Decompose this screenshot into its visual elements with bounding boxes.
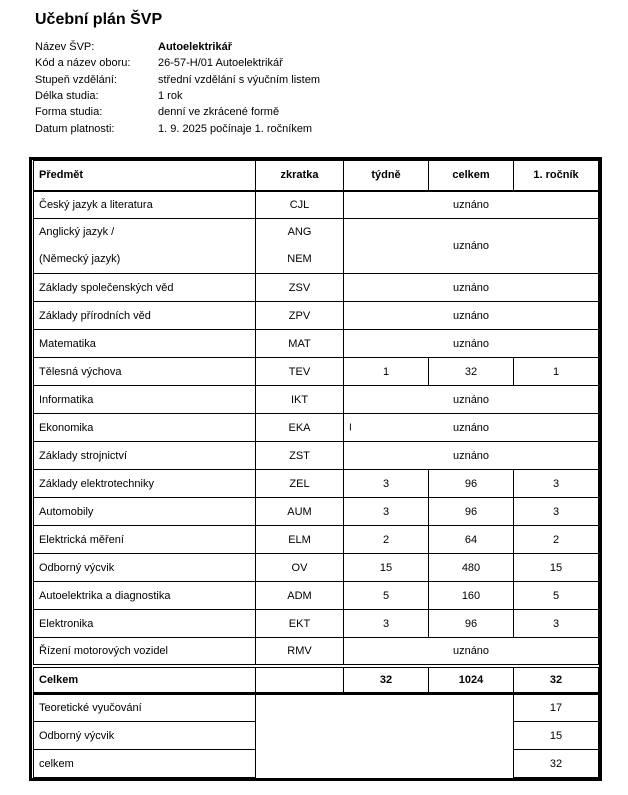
recognized-cell (344, 191, 599, 219)
table-row (34, 219, 599, 274)
abbr-cell: ZEL (256, 470, 344, 498)
curriculum-table-wrap (29, 157, 602, 781)
total-weekly-cell: 32 (344, 666, 429, 694)
subject-cell: Elektrická měření (34, 526, 256, 554)
total-cell: 32 (429, 358, 514, 386)
table-header (34, 161, 599, 191)
summary-label-cell: celkem (34, 750, 256, 778)
meta-row (35, 39, 320, 55)
meta-label: Kód a název oboru: (35, 57, 131, 70)
weekly-cell: 15 (344, 554, 429, 582)
subject-cell: Základy společenských věd (34, 274, 256, 302)
table-row (34, 358, 599, 386)
meta-row (35, 120, 320, 136)
meta-label: Délka studia: (35, 90, 99, 103)
summary-row (34, 694, 599, 722)
total-cell: 96 (429, 470, 514, 498)
table-row (34, 610, 599, 638)
summary-value-cell: 32 (514, 750, 599, 778)
meta-value: 1. 9. 2025 počínaje 1. ročníkem (158, 122, 313, 135)
recognized-label: uznáno (452, 281, 490, 294)
recognized-cell (344, 274, 599, 302)
weekly-cell: 1 (344, 358, 429, 386)
summary-value-cell: 17 (514, 694, 599, 722)
total-cell: 64 (429, 526, 514, 554)
total-year1-cell: 32 (514, 666, 599, 694)
meta-value: 26-57-H/01 Autoelektrikář (158, 57, 283, 70)
abbr-cell: EKA (256, 414, 344, 442)
year1-cell: 1 (514, 358, 599, 386)
year1-cell: 3 (514, 498, 599, 526)
table-row (34, 414, 599, 442)
summary-label-cell: Odborný výcvik (34, 722, 256, 750)
table-row (34, 526, 599, 554)
abbr-cell: ZST (256, 442, 344, 470)
year1-cell: 3 (514, 470, 599, 498)
subject-cell: Elektronika (34, 610, 256, 638)
recognized-cell (344, 638, 599, 666)
abbr-cell: ZSV (256, 274, 344, 302)
header-row (34, 161, 599, 191)
subject-cell: Odborný výcvik (34, 554, 256, 582)
subject-cell: Základy přírodních věd (34, 302, 256, 330)
total-label-cell: Celkem (34, 666, 256, 694)
subject-cell: Základy strojnictví (34, 442, 256, 470)
summary-label-cell: Teoretické vyučování (34, 694, 256, 722)
total-cell: 160 (429, 582, 514, 610)
subject-cell: Řízení motorových vozidel (34, 638, 256, 666)
subject-line: (Německý jazyk) (39, 253, 121, 265)
table-row (34, 582, 599, 610)
recognized-cell (344, 219, 599, 274)
total-abbr-empty-cell (256, 666, 344, 694)
table-row (34, 274, 599, 302)
subject-cell: Matematika (34, 330, 256, 358)
meta-label: Název ŠVP: (35, 41, 95, 54)
recognized-label: uznáno (452, 337, 490, 350)
subject-cell: Základy elektrotechniky (34, 470, 256, 498)
recognized-cell (344, 330, 599, 358)
subject-cell: Ekonomika (34, 414, 256, 442)
abbr-cell: EKT (256, 610, 344, 638)
weekly-cell: 2 (344, 526, 429, 554)
recognized-label: uznáno (452, 421, 490, 434)
table-row (34, 330, 599, 358)
subject-cell: Automobily (34, 498, 256, 526)
recognized-label: uznáno (452, 240, 490, 252)
abbr-cell: AUM (256, 498, 344, 526)
recognized-cell (344, 386, 599, 414)
total-cell: 480 (429, 554, 514, 582)
table-row (34, 442, 599, 470)
subject-cell (34, 219, 256, 274)
weekly-cell: 3 (344, 610, 429, 638)
recognized-label: uznáno (452, 449, 490, 462)
abbr-cell: MAT (256, 330, 344, 358)
weekly-cell: 3 (344, 498, 429, 526)
meta-value: 1 rok (158, 90, 183, 103)
abbr-cell: CJL (256, 191, 344, 219)
recognized-label: uznáno (452, 198, 490, 211)
table-row (34, 554, 599, 582)
curriculum-table (33, 160, 599, 778)
weekly-cell: 3 (344, 470, 429, 498)
year1-cell: 2 (514, 526, 599, 554)
table-row (34, 638, 599, 666)
abbr-cell: OV (256, 554, 344, 582)
subject-cell: Autoelektrika a diagnostika (34, 582, 256, 610)
subject-cell: Tělesná výchova (34, 358, 256, 386)
recognized-label: uznáno (452, 309, 490, 322)
subject-line: Anglický jazyk / (39, 226, 115, 238)
year1-cell: 5 (514, 582, 599, 610)
abbr-cell: ADM (256, 582, 344, 610)
meta-label: Stupeň vzdělání: (35, 73, 117, 86)
summary-value-cell: 15 (514, 722, 599, 750)
table-row (34, 191, 599, 219)
header-cell: zkratka (256, 161, 344, 191)
recognized-label: uznáno (452, 393, 490, 406)
recognized-label: uznáno (452, 644, 490, 657)
meta-label: Datum platnosti: (35, 122, 115, 135)
meta-value: střední vzdělání s výučním listem (158, 73, 321, 86)
meta-block (35, 39, 320, 137)
header-cell: týdně (344, 161, 429, 191)
meta-row (35, 55, 320, 71)
abbr-line: NEM (287, 253, 312, 265)
table-row (34, 302, 599, 330)
year1-cell: 15 (514, 554, 599, 582)
abbr-cell: ZPV (256, 302, 344, 330)
total-cell: 96 (429, 498, 514, 526)
subject-cell: Český jazyk a literatura (34, 191, 256, 219)
stray-mark: I (349, 422, 352, 433)
meta-row (35, 88, 320, 104)
abbr-cell: IKT (256, 386, 344, 414)
subject-cell: Informatika (34, 386, 256, 414)
abbr-cell: ELM (256, 526, 344, 554)
abbr-cell: RMV (256, 638, 344, 666)
abbr-line: ANG (287, 226, 312, 238)
total-row (34, 666, 599, 694)
header-cell: Předmět (34, 161, 256, 191)
meta-row (35, 104, 320, 120)
total-total-cell: 1024 (429, 666, 514, 694)
recognized-cell (344, 302, 599, 330)
total-cell: 96 (429, 610, 514, 638)
recognized-cell (344, 442, 599, 470)
page-title: Učební plán ŠVP (35, 11, 163, 28)
header-cell: celkem (429, 161, 514, 191)
abbr-cell: TEV (256, 358, 344, 386)
table-row (34, 386, 599, 414)
recognized-cell (344, 414, 599, 442)
meta-label: Forma studia: (35, 106, 103, 119)
meta-row (35, 72, 320, 88)
year1-cell: 3 (514, 610, 599, 638)
meta-value: Autoelektrikář (158, 41, 232, 54)
table-row (34, 498, 599, 526)
meta-value: denní ve zkrácené formě (158, 106, 280, 119)
summary-merged-empty-cell (256, 694, 514, 778)
header-cell: 1. ročník (514, 161, 599, 191)
table-row (34, 470, 599, 498)
abbr-cell (256, 219, 344, 274)
weekly-cell: 5 (344, 582, 429, 610)
